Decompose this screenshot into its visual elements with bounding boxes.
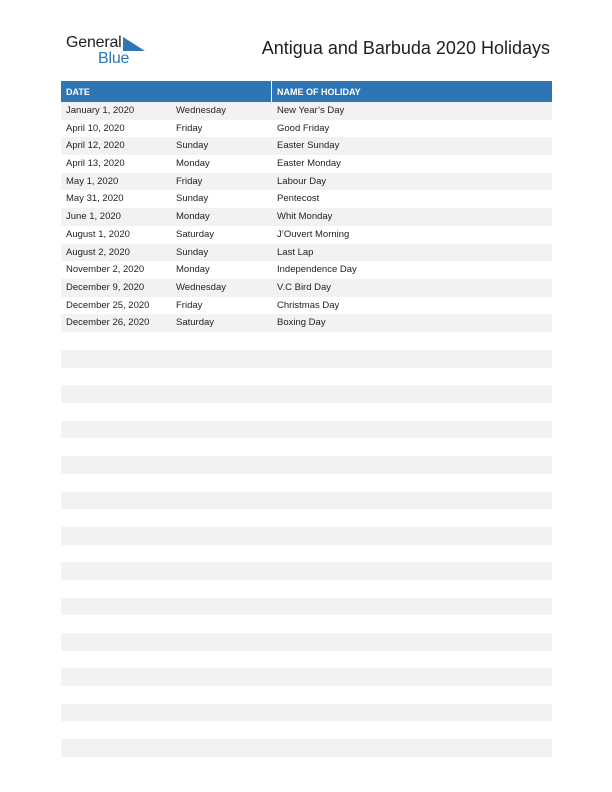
cell-day: Wednesday [176,105,226,116]
blank-row [61,456,552,474]
cell-holiday: Independence Day [277,264,357,276]
table-row [61,102,552,120]
cell-holiday: Easter Sunday [277,140,340,152]
page-title: Antigua and Barbuda 2020 Holidays [261,38,550,58]
blank-row [61,668,552,686]
blank-row [61,509,552,527]
cell-day: Sunday [176,246,209,258]
table-row [61,261,552,279]
cell-day: Friday [176,299,203,311]
table-row [61,297,552,315]
blank-row [61,438,552,456]
cell-date: January 1, 2020 [66,105,135,116]
table-row [61,208,552,226]
cell-day: Friday [176,175,203,187]
blank-row [61,492,552,510]
column-divider [271,81,272,102]
logo-text-general: General [66,34,122,51]
blank-row [61,368,552,386]
table-row [61,279,552,297]
blank-row [61,562,552,580]
table-row [61,173,552,191]
cell-date: November 2, 2020 [66,264,145,276]
cell-day: Monday [176,158,210,170]
cell-day: Saturday [176,317,215,329]
cell-day: Friday [176,122,203,134]
cell-date: June 1, 2020 [66,211,121,223]
generalblue-logo [66,34,156,68]
table-row [61,190,552,208]
cell-date: December 9, 2020 [66,281,145,293]
cell-holiday: J’Ouvert Morning [277,228,350,240]
cell-holiday: Good Friday [277,122,330,134]
cell-day: Wednesday [176,281,226,293]
table-row [61,226,552,244]
cell-holiday: New Year’s Day [277,105,345,116]
cell-date: April 12, 2020 [66,140,125,152]
cell-date: December 26, 2020 [66,317,150,329]
table-row [61,155,552,173]
blank-row [61,350,552,368]
cell-holiday: Whit Monday [277,211,333,223]
cell-day: Sunday [176,140,209,152]
cell-day: Monday [176,211,210,223]
cell-day: Sunday [176,193,209,205]
cell-holiday: Labour Day [277,175,327,187]
blank-row [61,615,552,633]
cell-date: December 25, 2020 [66,299,150,311]
blank-row [61,474,552,492]
blank-row [61,686,552,704]
cell-holiday: Easter Monday [277,158,341,170]
blank-row [61,403,552,421]
table-row [61,244,552,262]
cell-holiday: Pentecost [277,193,320,205]
blank-table-rows [61,350,552,757]
cell-holiday: Boxing Day [277,317,326,329]
column-header-holiday: NAME OF HOLIDAY [277,87,361,97]
blank-row [61,598,552,616]
table-row [61,120,552,138]
blank-row [61,721,552,739]
logo-triangle-icon [123,37,145,51]
blank-row [61,704,552,722]
cell-date: August 2, 2020 [66,246,130,258]
cell-holiday: V.C Bird Day [277,281,332,293]
column-header-date: DATE [66,87,90,97]
cell-date: August 1, 2020 [66,228,130,240]
cell-date: May 1, 2020 [66,175,119,187]
holiday-table [61,81,552,332]
table-row [61,137,552,155]
blank-row [61,633,552,651]
cell-day: Monday [176,264,210,276]
blank-row [61,527,552,545]
logo-text-blue: Blue [98,50,130,67]
blank-row [61,580,552,598]
blank-row [61,739,552,757]
cell-holiday: Christmas Day [277,299,340,311]
table-body [61,102,552,332]
blank-row [61,651,552,669]
cell-holiday: Last Lap [277,246,314,258]
blank-row [61,385,552,403]
blank-row [61,545,552,563]
cell-date: May 31, 2020 [66,193,124,205]
blank-row [61,421,552,439]
table-header [61,81,552,102]
cell-day: Saturday [176,228,215,240]
table-row [61,314,552,332]
cell-date: April 10, 2020 [66,122,125,134]
cell-date: April 13, 2020 [66,158,125,170]
